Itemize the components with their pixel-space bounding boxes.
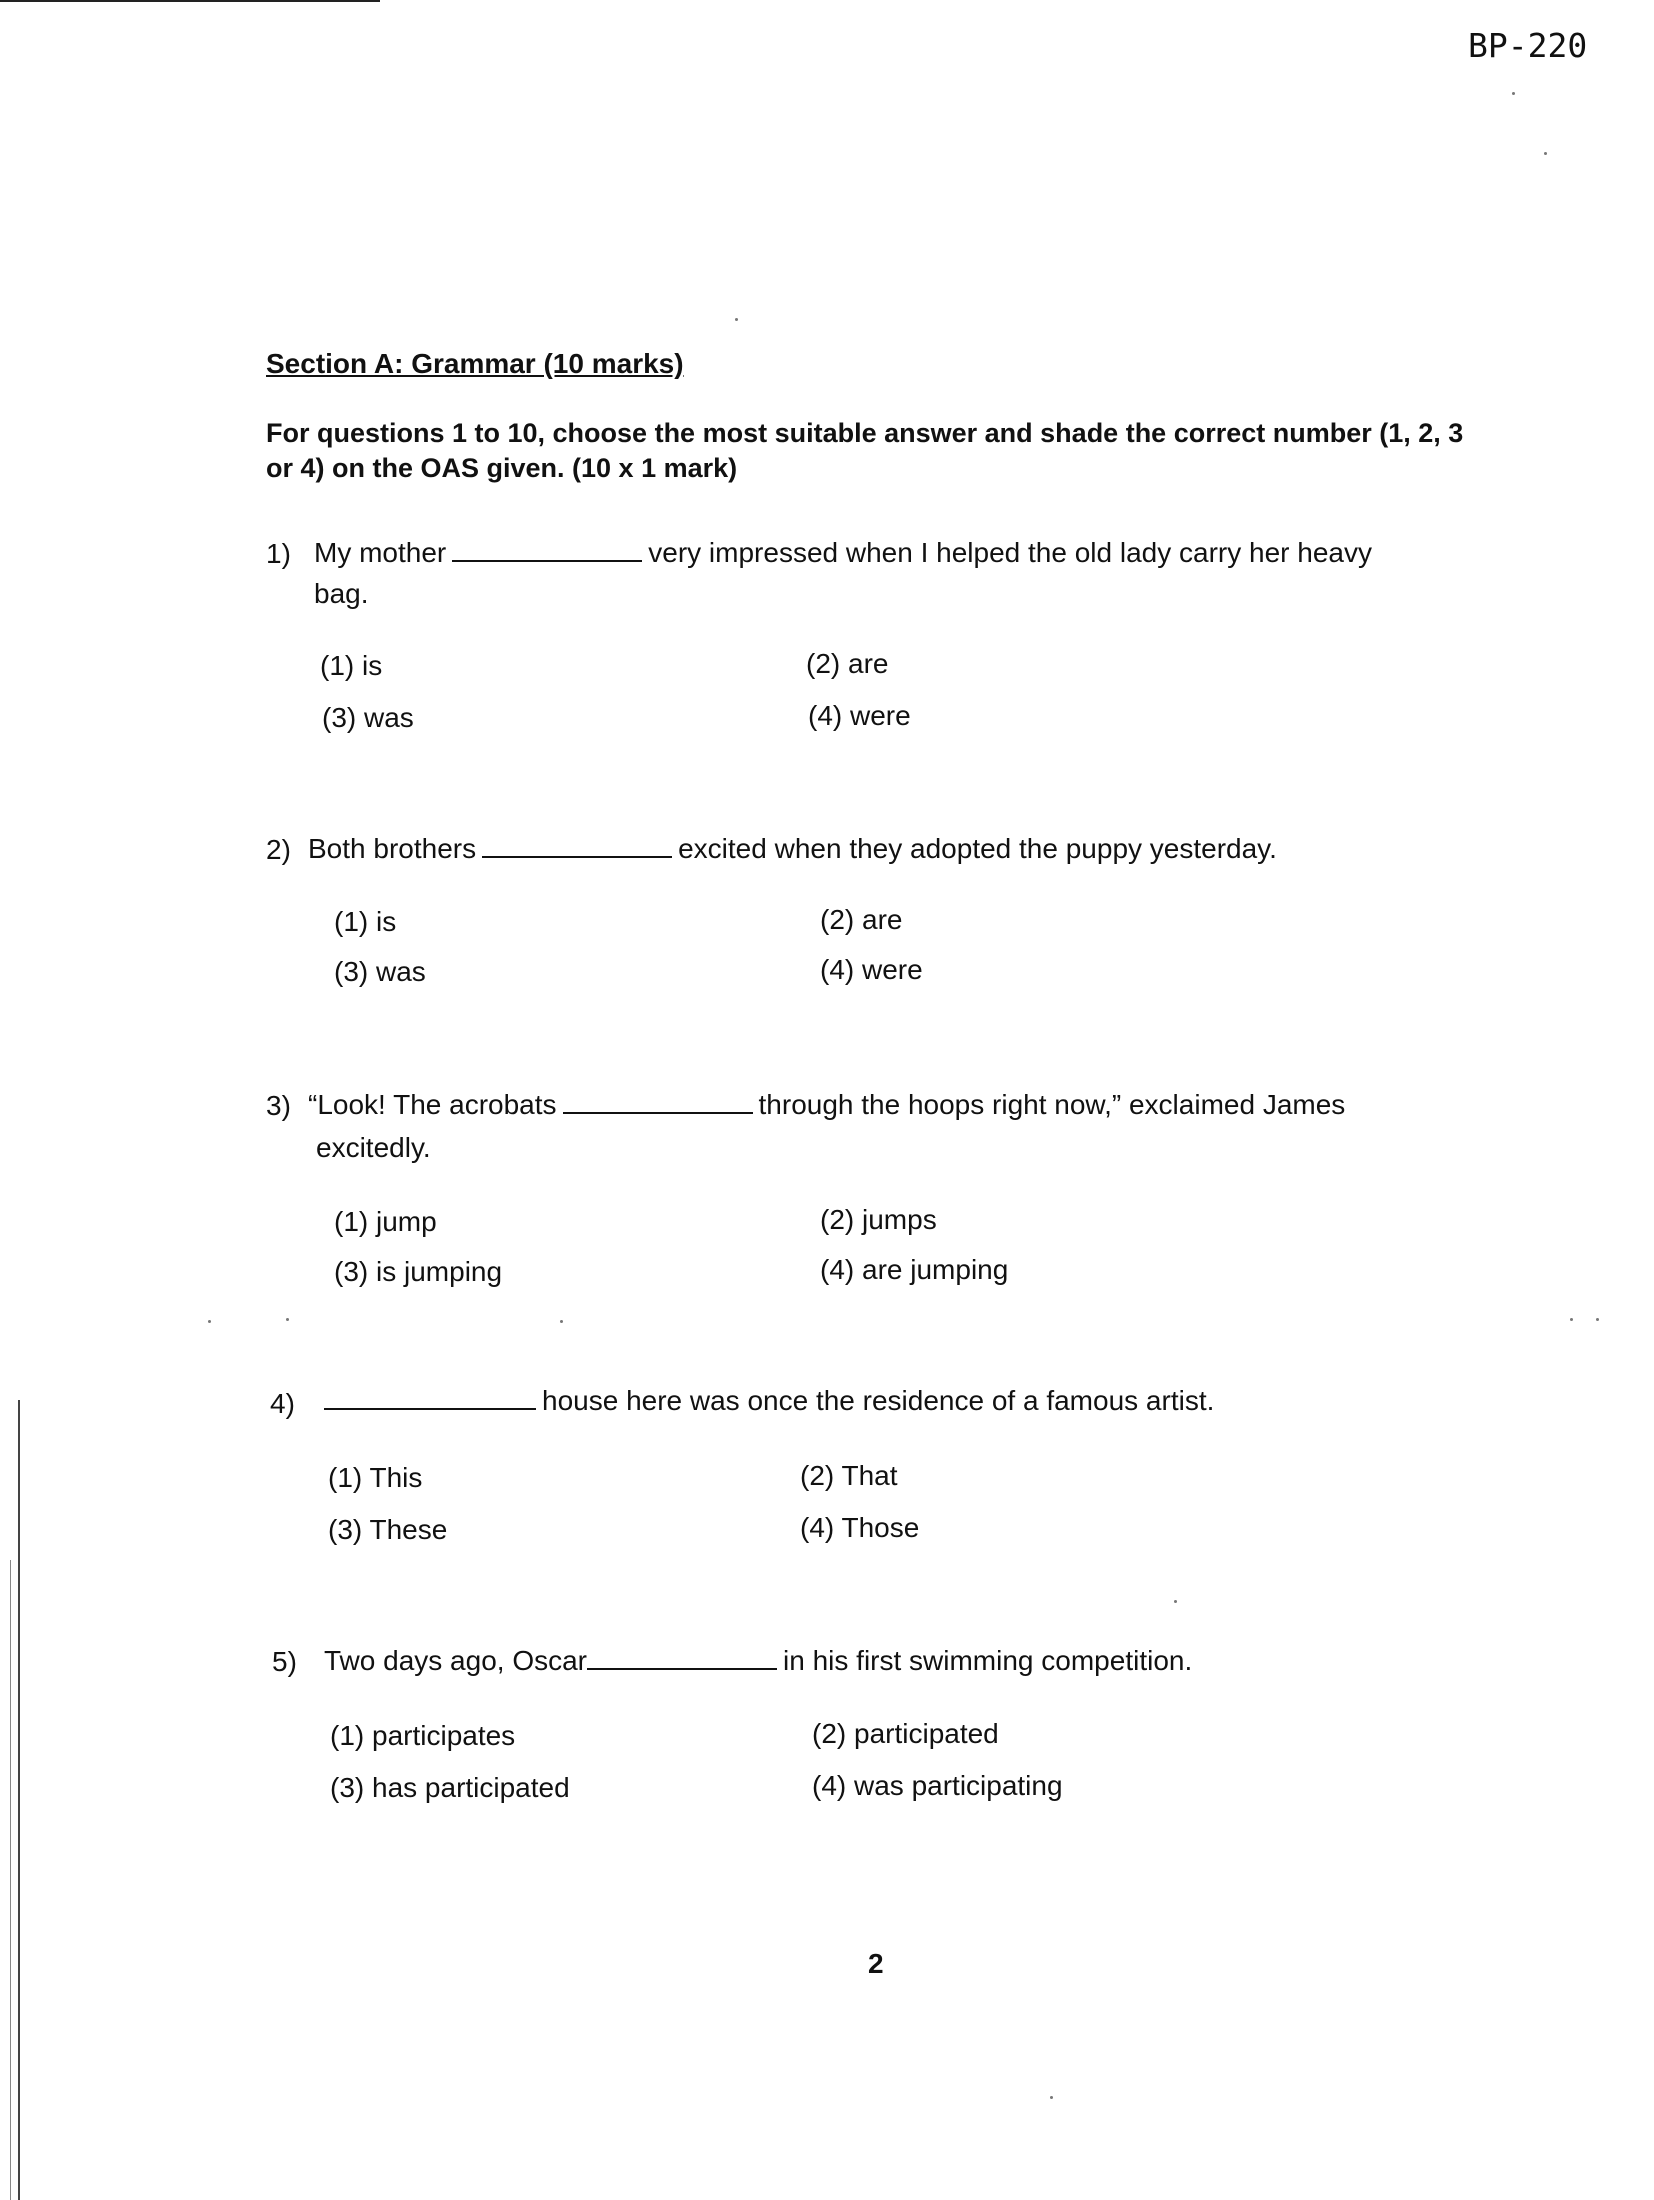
stem-before: Both brothers [308,833,477,864]
section-instructions: For questions 1 to 10, choose the most suitable answer and shade the correct number (1, 2, 3 or 4) on the OAS given. (10 x 1 mark) [266,418,1464,483]
document-code: BP-220 [1468,26,1588,65]
option-2[interactable]: (2) participated [812,1718,999,1749]
option-3[interactable]: (3) was [322,702,414,733]
scan-border-top [0,0,380,2]
stem-after: very impressed when I helped the old lady carry her heavy [648,537,1372,568]
scan-speck [735,318,738,321]
option-3[interactable]: (3) is jumping [334,1256,503,1287]
scan-speck [1544,152,1547,155]
option-4[interactable]: (4) were [808,700,911,731]
option-4[interactable]: (4) Those [800,1512,920,1543]
scan-speck [1174,1600,1177,1603]
option-2[interactable]: (2) jumps [820,1204,937,1235]
option-4[interactable]: (4) were [820,954,923,985]
scan-speck [286,1318,289,1321]
answer-blank [563,1090,753,1114]
stem-after: in his first swimming competition. [783,1645,1193,1676]
scan-speck [560,1320,563,1323]
scan-speck [1570,1318,1573,1321]
question-number: 4) [270,1388,295,1419]
option-1[interactable]: (1) is [334,906,397,937]
stem-continuation: bag. [314,578,369,609]
option-1[interactable]: (1) is [320,650,383,681]
option-1[interactable]: (1) This [328,1462,423,1493]
stem-before: “Look! The acrobats [308,1089,557,1120]
option-2[interactable]: (2) are [806,648,889,679]
page-number: 2 [868,1948,884,1979]
option-1[interactable]: (1) participates [330,1720,516,1751]
option-4[interactable]: (4) are jumping [820,1254,1009,1285]
question-number: 1) [266,538,291,569]
scan-speck [1512,92,1515,95]
stem-after: house here was once the residence of a famous artist. [542,1385,1215,1416]
scan-border-left-faint [10,1560,11,2200]
scan-border-left [18,1400,20,2200]
option-3[interactable]: (3) has participated [330,1772,570,1803]
scan-speck [208,1320,211,1323]
question-stem [318,1380,1214,1422]
stem-continuation: excitedly. [316,1132,431,1163]
answer-blank [587,1646,777,1670]
option-3[interactable]: (3) was [334,956,426,987]
stem-after: through the hoops right now,” exclaimed James [758,1089,1346,1120]
answer-blank [452,538,642,562]
option-4[interactable]: (4) was participating [812,1770,1063,1801]
answer-blank [482,834,672,858]
stem-before: My mother [314,537,447,568]
question-stem [314,532,1372,574]
option-2[interactable]: (2) That [800,1460,898,1491]
scan-speck [1050,2096,1053,2099]
question-stem [308,1084,1345,1126]
option-2[interactable]: (2) are [820,904,903,935]
question-stem [324,1640,1192,1682]
question-stem [308,828,1277,870]
option-3[interactable]: (3) These [328,1514,448,1545]
option-1[interactable]: (1) jump [334,1206,437,1237]
stem-after: excited when they adopted the puppy yesterday. [678,833,1277,864]
section-title: Section A: Grammar (10 marks) [266,348,684,379]
stem-before: Two days ago, Oscar [324,1645,588,1676]
answer-blank [324,1386,536,1410]
question-number: 2) [266,834,291,865]
question-number: 5) [272,1646,297,1677]
scan-speck [1596,1318,1599,1321]
question-number: 3) [266,1090,291,1121]
